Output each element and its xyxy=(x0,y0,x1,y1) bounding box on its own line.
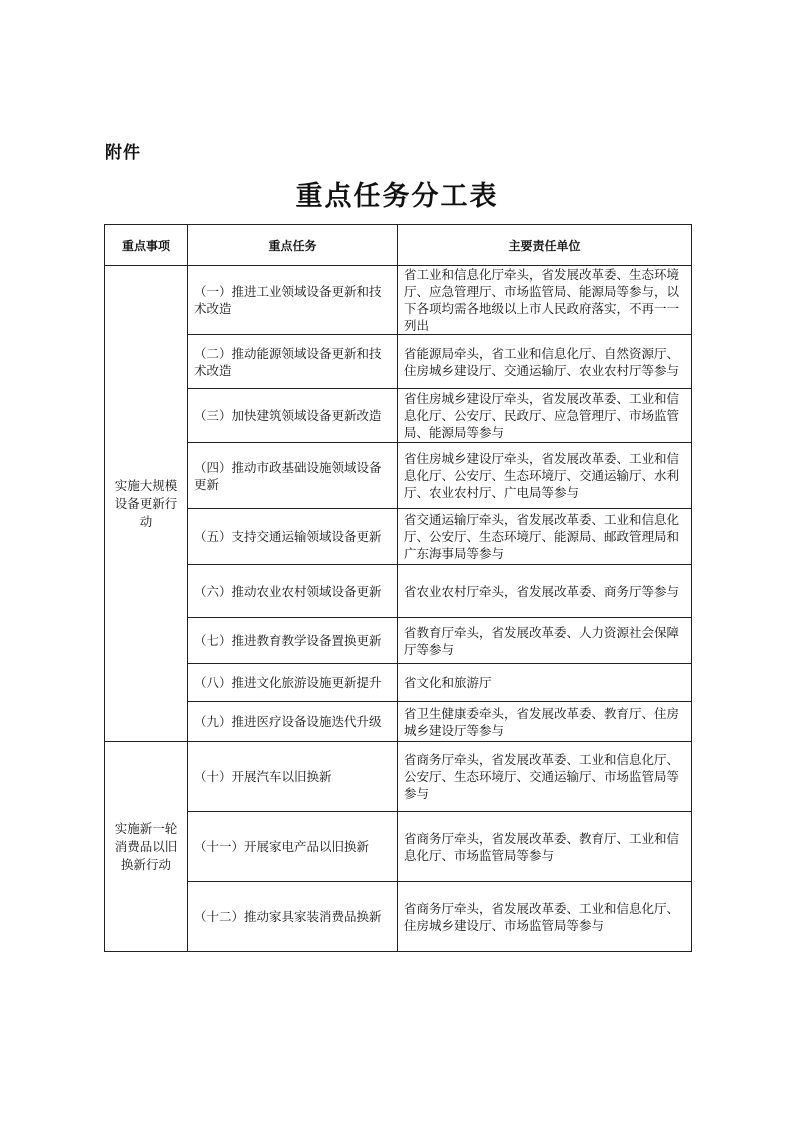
responsible-cell: 省工业和信息化厅牵头，省发展改革委、生态环境厅、应急管理厅、市场监管局、能源局等参与，以下各项均需各地级以上市人民政府落实，不再一一列出 xyxy=(398,266,692,335)
table-row xyxy=(105,565,692,618)
responsible-cell: 省文化和旅游厅 xyxy=(398,664,692,702)
table-header-row xyxy=(105,225,692,266)
responsible-cell: 省商务厅牵头，省发展改革委、教育厅、工业和信息化厅、市场监管局等参与 xyxy=(398,812,692,882)
task-cell: （三）加快建筑领域设备更新改造 xyxy=(188,389,398,443)
task-table xyxy=(104,224,692,952)
page-title: 重点任务分工表 xyxy=(295,181,499,212)
task-cell: （七）推进教育教学设备置换更新 xyxy=(188,618,398,664)
table-row xyxy=(105,702,692,742)
header-key-task: 重点任务 xyxy=(188,225,398,266)
responsible-cell: 省交通运输厅牵头，省发展改革委、工业和信息化厅、公安厅、生态环境厅、能源局、邮政管理局和广东海事局等参与 xyxy=(398,509,692,565)
attachment-label: 附件 xyxy=(105,143,141,163)
table-row xyxy=(105,812,692,882)
table-row xyxy=(105,335,692,389)
responsible-cell: 省商务厅牵头，省发展改革委、工业和信息化厅、住房城乡建设厅、市场监管局等参与 xyxy=(398,882,692,952)
responsible-cell: 省住房城乡建设厅牵头，省发展改革委、工业和信息化厅、公安厅、生态环境厅、交通运输厅、水利厅、农业农村厅、广电局等参与 xyxy=(398,443,692,509)
table-row xyxy=(105,882,692,952)
responsible-cell: 省卫生健康委牵头，省发展改革委、教育厅、住房城乡建设厅等参与 xyxy=(398,702,692,742)
header-responsible-unit: 主要责任单位 xyxy=(398,225,692,266)
responsible-cell: 省住房城乡建设厅牵头，省发展改革委、工业和信息化厅、公安厅、民政厅、应急管理厅、市场监管局、能源局等参与 xyxy=(398,389,692,443)
task-cell: （十二）推动家具家装消费品换新 xyxy=(188,882,398,952)
task-cell: （六）推动农业农村领域设备更新 xyxy=(188,565,398,618)
task-cell: （八）推进文化旅游设施更新提升 xyxy=(188,664,398,702)
task-cell: （十一）开展家电产品以旧换新 xyxy=(188,812,398,882)
task-cell: （五）支持交通运输领域设备更新 xyxy=(188,509,398,565)
responsible-cell: 省农业农村厅牵头，省发展改革委、商务厅等参与 xyxy=(398,565,692,618)
task-cell: （十）开展汽车以旧换新 xyxy=(188,742,398,812)
category-cell: 实施大规模设备更新行动 xyxy=(105,266,188,742)
category-cell: 实施新一轮消费品以旧换新行动 xyxy=(105,742,188,952)
table-row xyxy=(105,664,692,702)
task-cell: （九）推进医疗设备设施迭代升级 xyxy=(188,702,398,742)
table-row xyxy=(105,618,692,664)
responsible-cell: 省商务厅牵头，省发展改革委、工业和信息化厅、公安厅、生态环境厅、交通运输厅、市场监管局等参与 xyxy=(398,742,692,812)
table-row xyxy=(105,509,692,565)
table-row xyxy=(105,389,692,443)
table-row xyxy=(105,443,692,509)
table-row xyxy=(105,266,692,335)
responsible-cell: 省能源局牵头，省工业和信息化厅、自然资源厅、住房城乡建设厅、交通运输厅、农业农村厅等参与 xyxy=(398,335,692,389)
task-cell: （一）推进工业领域设备更新和技术改造 xyxy=(188,266,398,335)
header-key-matter: 重点事项 xyxy=(105,225,188,266)
table-row xyxy=(105,742,692,812)
responsible-cell: 省教育厅牵头，省发展改革委、人力资源社会保障厅等参与 xyxy=(398,618,692,664)
task-cell: （四）推动市政基础设施领域设备更新 xyxy=(188,443,398,509)
task-cell: （二）推动能源领域设备更新和技术改造 xyxy=(188,335,398,389)
